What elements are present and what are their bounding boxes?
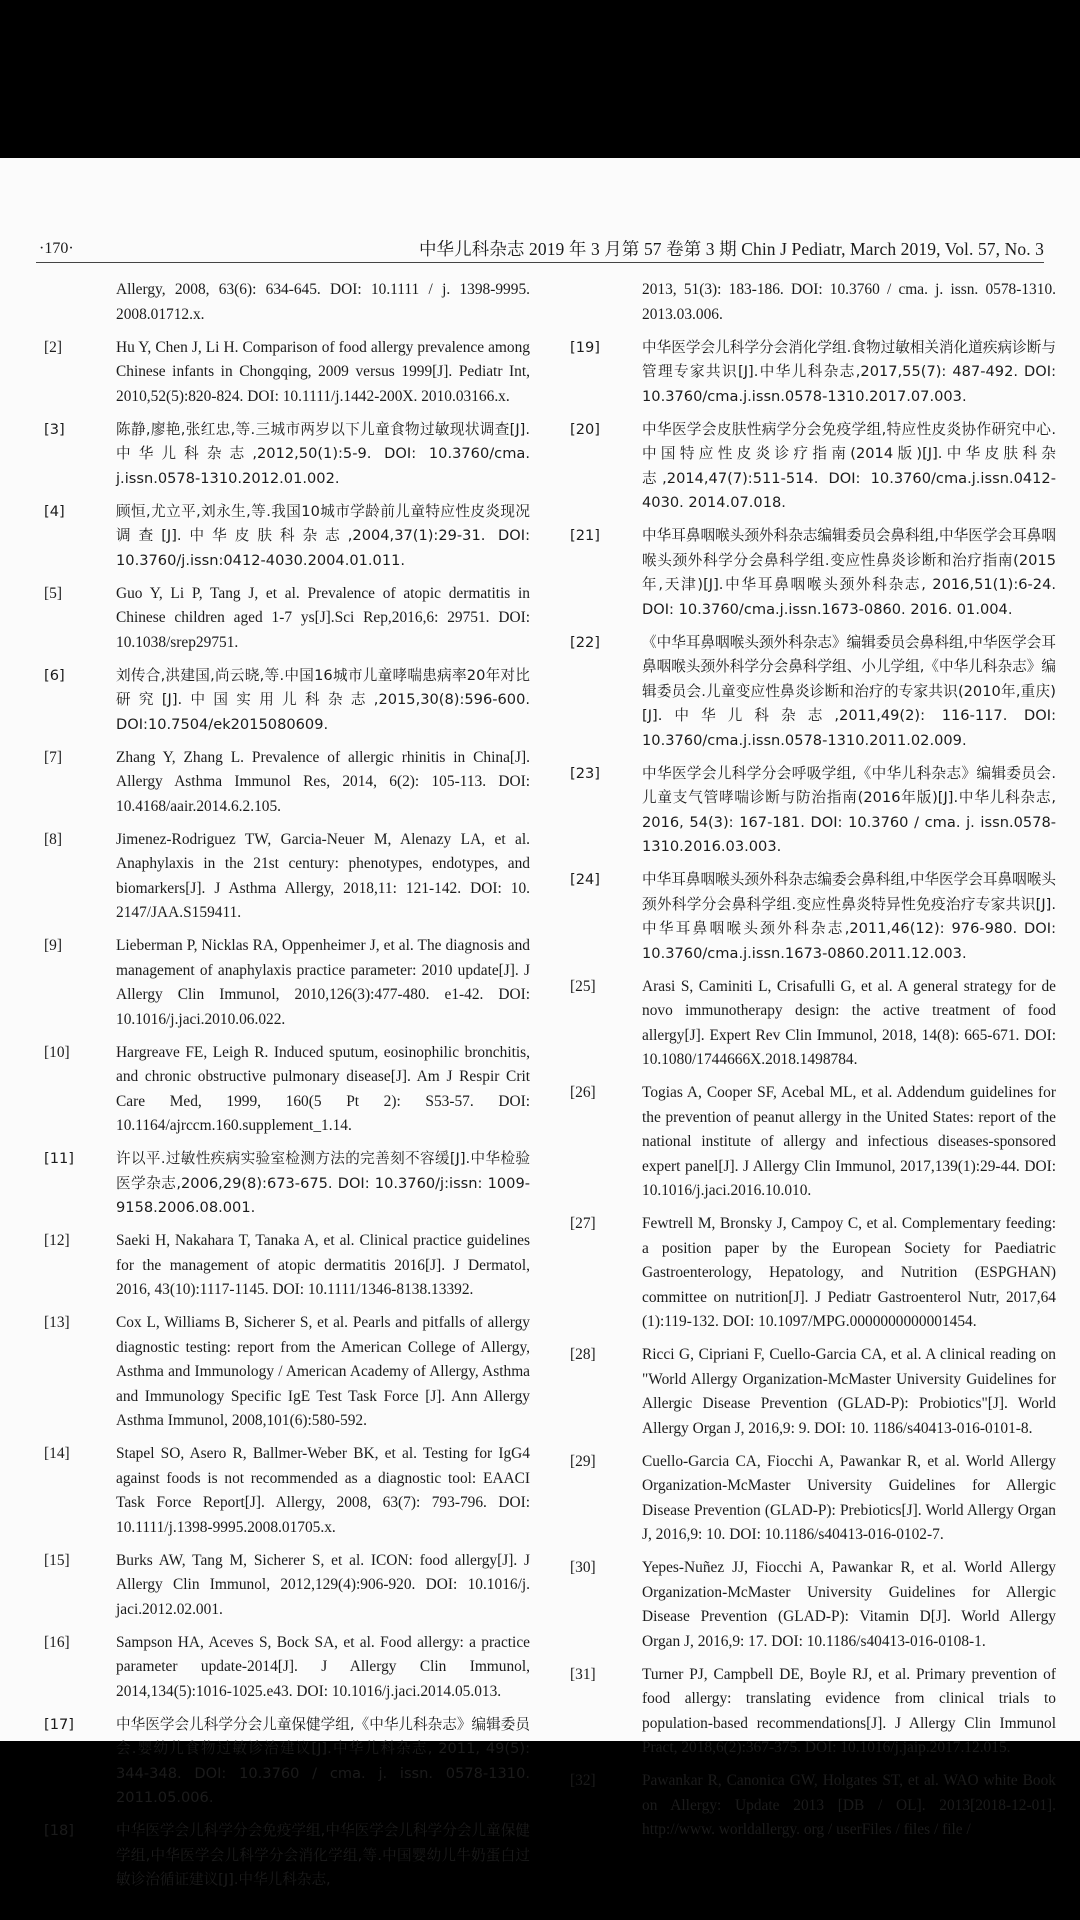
reference-entry — [570, 524, 1056, 622]
reference-number: [26] — [570, 1084, 596, 1101]
reference-number: [32] — [570, 1772, 596, 1789]
reference-number: [21] — [570, 527, 600, 544]
reference-text: Yepes-Nuñez JJ, Fiocchi A, Pawankar R, et al. World Allergy Organization-McMaster University Guidelines for Allergic Disease Prevention (GLAD-P): Vitamin D[J]. World Allergy Organ J, 2016,9: 17. DOI: 10.1186/s40413-016-0108-1. — [642, 1559, 1056, 1650]
reference-text: Burks AW, Tang M, Sicherer S, et al. ICON: food allergy[J]. J Allergy Clin Immunol, 2012,129(4):906-920. DOI: 10.1016/j. jaci.2012.02.001. — [116, 1551, 530, 1618]
reference-text: 中华医学会儿科学分会消化学组.食物过敏相关消化道疾病诊断与管理专家共识[J].中华儿科杂志,2017,55(7): 487-492. DOI: 10.3760/cma.j.issn.0578-1310.2017.07.003. — [642, 338, 1056, 405]
reference-text: 刘传合,洪建国,尚云晓,等.中国16城市儿童哮喘患病率20年对比研究[J].中国实用儿科杂志,2015,30(8):596-600. DOI:10.7504/ek2015080609. — [116, 666, 530, 733]
reference-entry — [570, 631, 1056, 754]
reference-number: [24] — [570, 871, 600, 888]
reference-text: 中华医学会皮肤性病学分会免疫学组,特应性皮炎协作研究中心.中国特应性皮炎诊疗指南(2014版)[J].中华皮肤科杂志,2014,47(7):511-514. DOI: 10.3760/cma.j.issn.0412-4030. 2014.07.018. — [642, 420, 1056, 511]
reference-text: Hargreave FE, Leigh R. Induced sputum, eosinophilic bronchitis, and chronic obstructive pulmonary disease[J]. Am J Respir Crit Care Med, 1999, 160(5 Pt 2): S53-57. DOI: 10.1164/ajrccm.160.supplement_1.14. — [116, 1043, 530, 1134]
reference-number: [22] — [570, 633, 600, 651]
reference-number: [14] — [44, 1445, 70, 1462]
reference-text: Zhang Y, Zhang L. Prevalence of allergic rhinitis in China[J]. Allergy Asthma Immunol Res, 2014, 6(2): 105-113. DOI: 10.4168/aair.2014.6.2.105. — [116, 748, 530, 815]
reference-entry — [44, 418, 530, 492]
reference-text: 中华耳鼻咽喉头颈外科杂志编辑委员会鼻科组,中华医学会耳鼻咽喉头颈外科学分会鼻科学组.变应性鼻炎诊断和治疗指南(2015年,天津)[J].中华耳鼻咽喉头颈外科杂志, 2016,51(1):6-24. DOI: 10.3760/cma.j.issn.1673-0860. 2016. 01.004. — [642, 527, 1056, 618]
reference-text: Saeki H, Nakahara T, Tanaka A, et al. Clinical practice guidelines for the management of atopic dermatitis 2016[J]. J Dermatol, 2016, 43(10):1117-1145. DOI: 10.1111/1346-8138.13392. — [116, 1232, 530, 1298]
reference-entry — [570, 1081, 1056, 1204]
journal-page — [0, 158, 1080, 1888]
reference-text: Arasi S, Caminiti L, Crisafulli G, et al. A general strategy for de novo immunotherapy design: the active treatment of food allergy[J]. Expert Rev Clin Immunol, 2018, 14(8): 665-671. DOI: 10.1080/1744666X.2018.1498784. — [642, 977, 1056, 1068]
reference-number: [8] — [44, 830, 62, 848]
reference-number: [25] — [570, 977, 596, 995]
reference-entry — [570, 1450, 1056, 1548]
reference-entry — [570, 868, 1056, 966]
reference-number: [29] — [570, 1452, 596, 1470]
reference-entry — [570, 1663, 1056, 1761]
reference-text: 许以平.过敏性疾病实验室检测方法的完善刻不容缓[J].中华检验医学杂志,2006,29(8):673-675. DOI: 10.3760/j:issn: 1009-9158.2006.08.001. — [116, 1150, 530, 1216]
reference-entry — [44, 746, 530, 820]
reference-number: [17] — [44, 1715, 74, 1733]
reference-number: [18] — [44, 1822, 74, 1839]
reference-number: [13] — [44, 1314, 70, 1331]
reference-entry — [44, 1229, 530, 1303]
reference-number: [20] — [570, 420, 600, 438]
reference-text: Togias A, Cooper SF, Acebal ML, et al. Addendum guidelines for the prevention of peanut allergy in the United States: report of the national institute of allergy and infectious diseases-sponsored expert panel[J]. J Allergy Clin Immunol, 2017,139(1):29-44. DOI: 10.1016/j.jaci.2016.10.010. — [642, 1084, 1056, 1199]
reference-number: [15] — [44, 1551, 70, 1569]
running-header: 中华儿科杂志 2019 年 3 月第 57 卷第 3 期 Chin J Pediatr, March 2019, Vol. 57, No. 3 — [418, 239, 1044, 259]
reference-number: [10] — [44, 1043, 70, 1061]
reference-column-right — [570, 278, 1056, 1851]
reference-number: [30] — [570, 1559, 596, 1576]
reference-entry — [44, 1442, 530, 1540]
reference-number: [16] — [44, 1633, 70, 1651]
reference-entry — [570, 975, 1056, 1073]
reference-number: [9] — [44, 937, 62, 954]
reference-number: [6] — [44, 666, 65, 684]
reference-text: Jimenez-Rodriguez TW, Garcia-Neuer M, Alenazy LA, et al. Anaphylaxis in the 21st century: phenotypes, endotypes, and biomarkers[J]. J Asthma Allergy, 2018,11: 121-142. DOI: 10. 2147/JAA.S159411. — [116, 830, 530, 921]
reference-text: 中华耳鼻咽喉头颈外科杂志编委会鼻科组,中华医学会耳鼻咽喉头颈外科学分会鼻科学组.变应性鼻炎特异性免疫治疗专家共识[J].中华耳鼻咽喉头颈外科杂志,2011,46(12): 976-980. DOI: 10.3760/cma.j.issn.1673-0860.2011.12.003. — [642, 871, 1056, 962]
reference-entry — [570, 1212, 1056, 1335]
reference-entry — [570, 1343, 1056, 1441]
reference-entry — [44, 1041, 530, 1139]
reference-text: Hu Y, Chen J, Li H. Comparison of food allergy prevalence among Chinese infants in Chongqing, 2009 versus 1999[J]. Pediatr Int, 2010,52(5):820-824. DOI: 10.1111/j.1442-200X. 2010.03166.x. — [116, 338, 530, 405]
reference-number: [27] — [570, 1215, 596, 1232]
reference-entry — [44, 934, 530, 1032]
page-number: ·170· — [39, 240, 74, 257]
reference-text: Turner PJ, Campbell DE, Boyle RJ, et al. Primary prevention of food allergy: translating evidence from clinical trials to population-based recommendations[J]. J Allergy Clin Immunol Pract, 2018,6(2):367-375. DOI: 10.1016/j.jaip.2017.12.015. — [642, 1665, 1056, 1756]
reference-entry — [44, 336, 530, 410]
reference-number: [2] — [44, 338, 62, 356]
reference-number: [23] — [570, 764, 600, 782]
reference-text: Cox L, Williams B, Sicherer S, et al. Pearls and pitfalls of allergy diagnostic testing: report from the American College of Allergy, Asthma and Immunology / American Academy of Allergy, Asthma and Immunology Specific IgE Test Task Force [J]. Ann Allergy Asthma Immunol, 2008,101(6):580-592. — [116, 1314, 530, 1429]
reference-entry — [44, 582, 530, 656]
reference-entry — [570, 278, 1056, 327]
reference-number: [28] — [570, 1346, 596, 1363]
reference-number: [3] — [44, 420, 65, 438]
reference-text: Ricci G, Cipriani F, Cuello-Garcia CA, et al. A clinical reading on "World Allergy Organization-McMaster University Guidelines for Allergic Disease Prevention (GLAD-P): Probiotics"[J]. World Allergy Organ J, 2016,9: 9. DOI: 10. 1186/s40413-016-0101-8. — [642, 1346, 1056, 1437]
reference-text: 陈静,廖艳,张红忠,等.三城市两岁以下儿童食物过敏现状调查[J].中华儿科杂志,2012,50(1):5-9. DOI: 10.3760/cma. j.issn.0578-1310.2012.01.002. — [116, 420, 530, 487]
reference-text: Fewtrell M, Bronsky J, Campoy C, et al. Complementary feeding: a position paper by the European Society for Paediatric Gastroenterology, Hepatology, and Nutrition (ESPGHAN) committee on nutrition[J]. J Pediatr Gastroenterol Nutr, 2017,64 (1):119-132. DOI: 10.1097/MPG.0000000000001454. — [642, 1215, 1056, 1330]
reference-entry — [570, 1769, 1056, 1843]
reference-entry — [570, 1556, 1056, 1654]
reference-entry — [44, 1819, 530, 1893]
reference-entry — [44, 664, 530, 738]
reference-entry — [44, 828, 530, 926]
reference-text: Stapel SO, Asero R, Ballmer-Weber BK, et al. Testing for IgG4 against foods is not recommended as a diagnostic tool: EAACI Task Force Report[J]. Allergy, 2008, 63(7): 793-796. DOI: 10.1111/j.1398-9995.2008.01705.x. — [116, 1445, 530, 1536]
reference-text: 《中华耳鼻咽喉头颈外科杂志》编辑委员会鼻科组,中华医学会耳鼻咽喉头颈外科学分会鼻科学组、小儿学组,《中华儿科杂志》编辑委员会.儿童变应性鼻炎诊断和治疗的专家共识(2010年,重庆)[J].中华儿科杂志,2011,49(2): 116-117. DOI: 10.3760/cma.j.issn.0578-1310.2011.02.009. — [642, 633, 1056, 749]
header-rule — [36, 262, 1044, 263]
reference-number: [5] — [44, 584, 62, 602]
reference-entry — [570, 336, 1056, 410]
reference-entry — [44, 1147, 530, 1221]
reference-text: Allergy, 2008, 63(6): 634-645. DOI: 10.1111 / j. 1398-9995. 2008.01712.x. — [116, 281, 530, 323]
reference-number: [11] — [44, 1150, 74, 1167]
reference-entry — [570, 418, 1056, 516]
reference-entry — [44, 1713, 530, 1811]
reference-text: 中华医学会儿科学分会呼吸学组,《中华儿科杂志》编辑委员会.儿童支气管哮喘诊断与防治指南(2016年版)[J].中华儿科杂志, 2016, 54(3): 167-181. DOI: 10.3760 / cma. j. issn.0578-1310.2016.03.003. — [642, 764, 1056, 855]
reference-text: 中华医学会儿科学分会免疫学组,中华医学会儿科学分会儿童保健学组,中华医学会儿科学分会消化学组,等.中国婴幼儿牛奶蛋白过敏诊治循证建议[J].中华儿科杂志, — [116, 1822, 530, 1888]
reference-entry — [44, 500, 530, 574]
reference-number: [19] — [570, 338, 600, 356]
reference-text: 2013, 51(3): 183-186. DOI: 10.3760 / cma. j. issn. 0578-1310. 2013.03.006. — [642, 281, 1056, 323]
reference-entry — [44, 1549, 530, 1623]
reference-text: 中华医学会儿科学分会儿童保健学组,《中华儿科杂志》编辑委员会.婴幼儿食物过敏诊治建议[J].中华儿科杂志, 2011, 49(5): 344-348. DOI: 10.3760 / cma. j. issn. 0578-1310. 2011.05.006. — [116, 1715, 530, 1806]
reference-number: [12] — [44, 1232, 70, 1249]
reference-entry — [44, 1311, 530, 1434]
reference-text: Pawankar R, Canonica GW, Holgates ST, et al. WAO white Book on Allergy: Update 2013 [DB / OL]. 2013[2018-12-01]. http://www. worldallergy. org / userFiles / files / file / — [642, 1772, 1056, 1838]
reference-number: [4] — [44, 502, 65, 520]
reference-entry — [44, 278, 530, 327]
reference-entry — [44, 1631, 530, 1705]
reference-text: Guo Y, Li P, Tang J, et al. Prevalence of atopic dermatitis in Chinese children aged 1-7 ys[J].Sci Rep,2016,6: 29751. DOI: 10.1038/srep29751. — [116, 584, 530, 651]
reference-text: Sampson HA, Aceves S, Bock SA, et al. Food allergy: a practice parameter update-2014[J]. J Allergy Clin Immunol, 2014,134(5):1016-1025.e43. DOI: 10.1016/j.jaci.2014.05.013. — [116, 1633, 530, 1700]
reference-number: [7] — [44, 748, 62, 766]
reference-number: [31] — [570, 1665, 596, 1683]
reference-text: Lieberman P, Nicklas RA, Oppenheimer J, et al. The diagnosis and management of anaphylaxis practice parameter: 2010 update[J]. J Allergy Clin Immunol, 2010,126(3):477-480. e1-42. DOI: 10.1016/j.jaci.2010.06.022. — [116, 937, 530, 1028]
reference-column-left — [44, 278, 530, 1901]
reference-entry — [570, 762, 1056, 860]
reference-text: 顾恒,尤立平,刘永生,等.我国10城市学龄前儿童特应性皮炎现况调查[J].中华皮肤科杂志,2004,37(1):29-31. DOI: 10.3760/j.issn:0412-4030.2004.01.011. — [116, 502, 530, 569]
reference-text: Cuello-Garcia CA, Fiocchi A, Pawankar R, et al. World Allergy Organization-McMaster University Guidelines for Allergic Disease Prevention (GLAD-P): Prebiotics[J]. World Allergy Organ J, 2016,9: 10. DOI: 10.1186/s40413-016-0102-7. — [642, 1452, 1056, 1543]
